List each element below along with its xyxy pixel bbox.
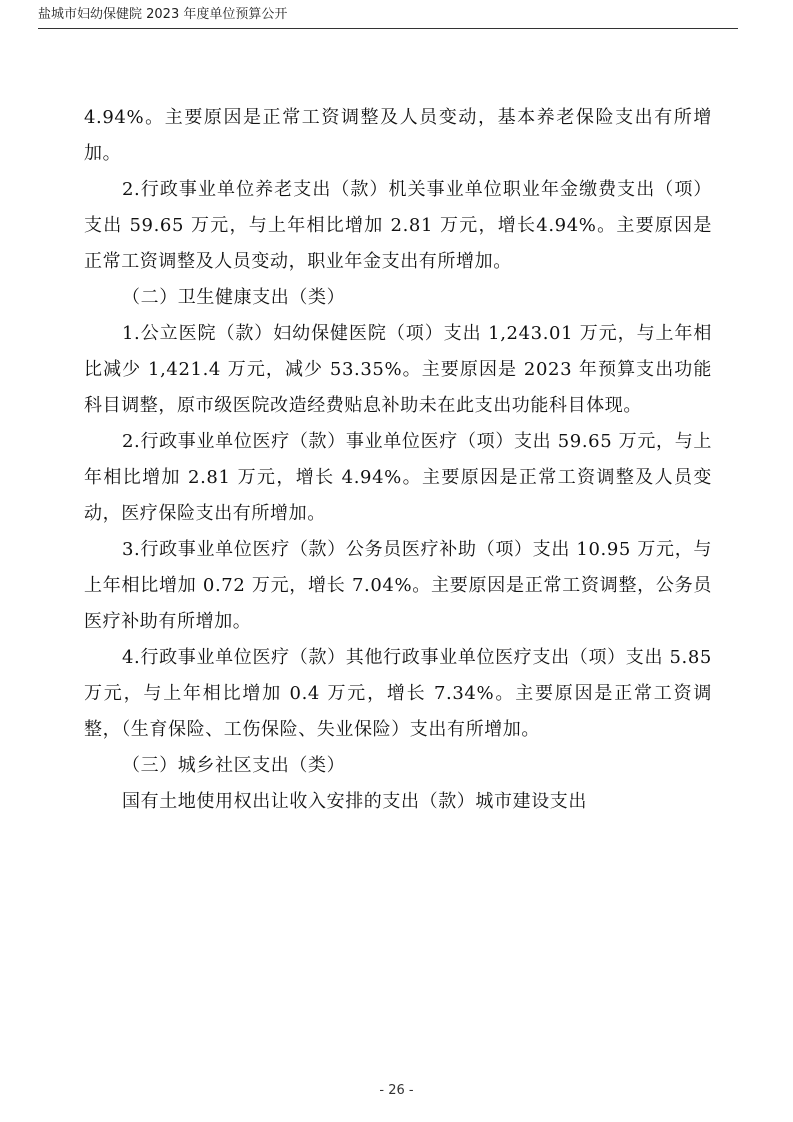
- paragraph-public-hospital: 1.公立医院（款）妇幼保健医院（项）支出 1,243.01 万元，与上年相比减少 1,421.4 万元，减少 53.35%。主要原因是 2023 年预算支出功能科目调整，原市级医院改造经费贴息补助未在此支出功能科目体现。: [84, 323, 712, 416]
- page-header-title: 盐城市妇幼保健院 2023 年度单位预算公开: [38, 7, 288, 22]
- paragraph-other-medical: 4.行政事业单位医疗（款）其他行政事业单位医疗支出（项）支出 5.85 万元，与上年相比增加 0.4 万元，增长 7.34%。主要原因是正常工资调整，（生育保险、工伤保险、失业保险）支出有所增加。: [84, 647, 712, 740]
- document-body: [84, 100, 712, 820]
- paragraph-land-use-expenditure: 国有土地使用权出让收入安排的支出（款）城市建设支出: [122, 791, 587, 812]
- header-divider: [38, 28, 738, 29]
- section-heading-urban-rural: （三）城乡社区支出（类）: [122, 755, 346, 776]
- section-heading-health: （二）卫生健康支出（类）: [122, 287, 346, 308]
- paragraph-institution-medical: 2.行政事业单位医疗（款）事业单位医疗（项）支出 59.65 万元，与上年相比增加 2.81 万元，增长 4.94%。主要原因是正常工资调整及人员变动，医疗保险支出有所增加。: [84, 431, 712, 524]
- page-number: - 26 -: [379, 1083, 414, 1098]
- paragraph-civil-servant-medical: 3.行政事业单位医疗（款）公务员医疗补助（项）支出 10.95 万元，与上年相比增加 0.72 万元，增长 7.04%。主要原因是正常工资调整，公务员医疗补助有所增加。: [84, 539, 712, 632]
- paragraph-occupational-annuity: 2.行政事业单位养老支出（款）机关事业单位职业年金缴费支出（项）支出 59.65 万元，与上年相比增加 2.81 万元，增长4.94%。主要原因是正常工资调整及人员变动，职业年金支出有所增加。: [84, 179, 712, 272]
- paragraph-pension-continued: 4.94%。主要原因是正常工资调整及人员变动，基本养老保险支出有所增加。: [84, 107, 712, 164]
